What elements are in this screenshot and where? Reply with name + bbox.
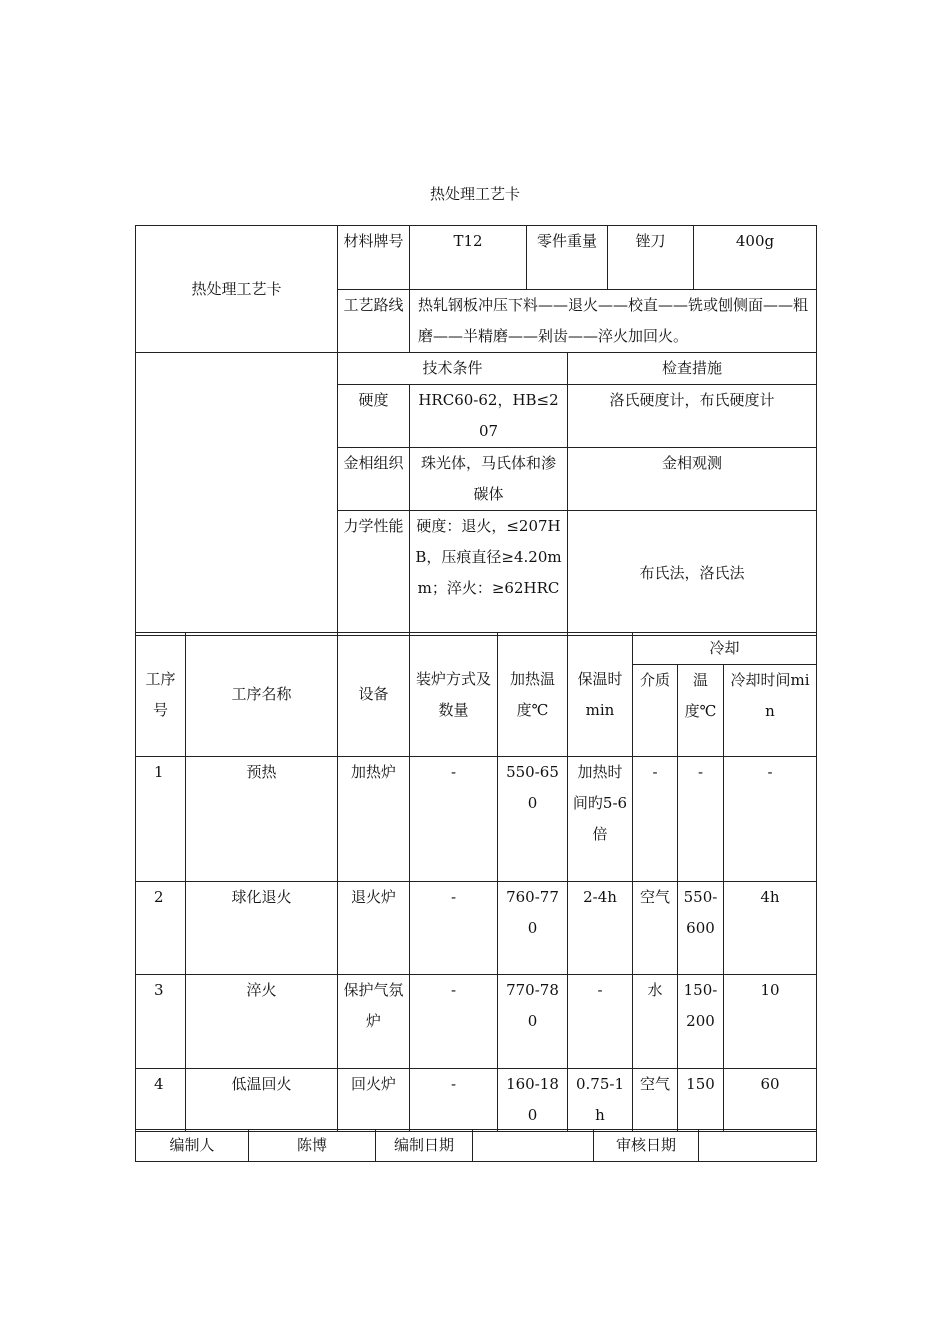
- material-value: T12: [410, 226, 527, 290]
- tech-condition: 珠光体，马氏体和渗碳体: [410, 448, 568, 511]
- loading-header: 装炉方式及数量: [410, 633, 498, 757]
- step-name: 低温回火: [186, 1069, 338, 1132]
- step-no-header: 工序号: [136, 633, 186, 757]
- author-name: 陈博: [249, 1130, 376, 1162]
- step-no: 4: [136, 1069, 186, 1132]
- review-label: 审核日期: [594, 1130, 699, 1162]
- step-heat-temp: 160-180: [498, 1069, 568, 1132]
- route-label: 工艺路线: [338, 290, 410, 353]
- step-no: 3: [136, 975, 186, 1069]
- step-name: 淬火: [186, 975, 338, 1069]
- date-value: [473, 1130, 594, 1162]
- step-cool-temp: 150-200: [678, 975, 724, 1069]
- step-heat-temp: 760-770: [498, 882, 568, 975]
- conditions-header: 技术条件: [338, 353, 568, 385]
- tech-inspection: 金相观测: [568, 448, 817, 511]
- tech-inspection: 洛氏硬度计，布氏硬度计: [568, 385, 817, 448]
- step-loading: -: [410, 882, 498, 975]
- step-cool-time: -: [724, 757, 817, 882]
- table-row: [136, 1069, 817, 1132]
- tech-item: 硬度: [338, 385, 410, 448]
- step-name: 预热: [186, 757, 338, 882]
- table-row: [136, 757, 817, 882]
- step-hold-time: 0.75-1h: [568, 1069, 633, 1132]
- step-hold-time: 2-4h: [568, 882, 633, 975]
- step-hold-time: -: [568, 975, 633, 1069]
- step-cool-temp: -: [678, 757, 724, 882]
- step-cool-time: 4h: [724, 882, 817, 975]
- step-cool-temp: 150: [678, 1069, 724, 1132]
- heating-temp-header: 加热温度℃: [498, 633, 568, 757]
- cool-time-header: 冷却时间min: [724, 665, 817, 757]
- tech-condition: 硬度：退火，≤207HB，压痕直径≥4.20mm；淬火：≥62HRC: [410, 511, 568, 636]
- step-loading: -: [410, 1069, 498, 1132]
- step-medium: 空气: [633, 1069, 678, 1132]
- process-table: [135, 632, 817, 1132]
- table-row: [136, 975, 817, 1069]
- date-label: 编制日期: [376, 1130, 473, 1162]
- tech-blank-cell: [136, 353, 338, 636]
- tech-condition: HRC60-62，HB≤207: [410, 385, 568, 448]
- step-no: 2: [136, 882, 186, 975]
- step-medium: -: [633, 757, 678, 882]
- cooling-header: 冷却: [633, 633, 817, 665]
- card-name: 热处理工艺卡: [136, 226, 338, 353]
- step-name: 球化退火: [186, 882, 338, 975]
- step-medium: 空气: [633, 882, 678, 975]
- step-heat-temp: 770-780: [498, 975, 568, 1069]
- tech-inspection: 布氏法，洛氏法: [568, 511, 817, 636]
- weight-label: 零件重量: [527, 226, 608, 290]
- inspection-header: 检查措施: [568, 353, 817, 385]
- step-cool-temp: 550-600: [678, 882, 724, 975]
- tech-item: 金相组织: [338, 448, 410, 511]
- holding-time-header: 保温时min: [568, 633, 633, 757]
- header-table: [135, 225, 817, 353]
- part-name: 锉刀: [608, 226, 694, 290]
- material-label: 材料牌号: [338, 226, 410, 290]
- cool-temp-header: 温度℃: [678, 665, 724, 757]
- medium-header: 介质: [633, 665, 678, 757]
- step-loading: -: [410, 757, 498, 882]
- step-equipment: 回火炉: [338, 1069, 410, 1132]
- step-cool-time: 60: [724, 1069, 817, 1132]
- step-hold-time: 加热时间旳5-6倍: [568, 757, 633, 882]
- step-equipment: 保护气氛炉: [338, 975, 410, 1069]
- page-title: 热处理工艺卡: [429, 185, 520, 203]
- tech-item: 力学性能: [338, 511, 410, 636]
- equipment-header: 设备: [338, 633, 410, 757]
- step-no: 1: [136, 757, 186, 882]
- tech-table: [135, 352, 817, 636]
- step-name-header: 工序名称: [186, 633, 338, 757]
- route-value: 热轧钢板冲压下料——退火——校直——铣或刨侧面——粗磨——半精磨——剁齿——淬火加回火。: [410, 290, 817, 353]
- step-loading: -: [410, 975, 498, 1069]
- step-equipment: 退火炉: [338, 882, 410, 975]
- table-row: [136, 882, 817, 975]
- step-cool-time: 10: [724, 975, 817, 1069]
- review-value: [699, 1130, 817, 1162]
- step-medium: 水: [633, 975, 678, 1069]
- step-heat-temp: 550-650: [498, 757, 568, 882]
- author-label: 编制人: [136, 1130, 249, 1162]
- weight-value: 400g: [694, 226, 817, 290]
- step-equipment: 加热炉: [338, 757, 410, 882]
- footer-table: [135, 1129, 817, 1162]
